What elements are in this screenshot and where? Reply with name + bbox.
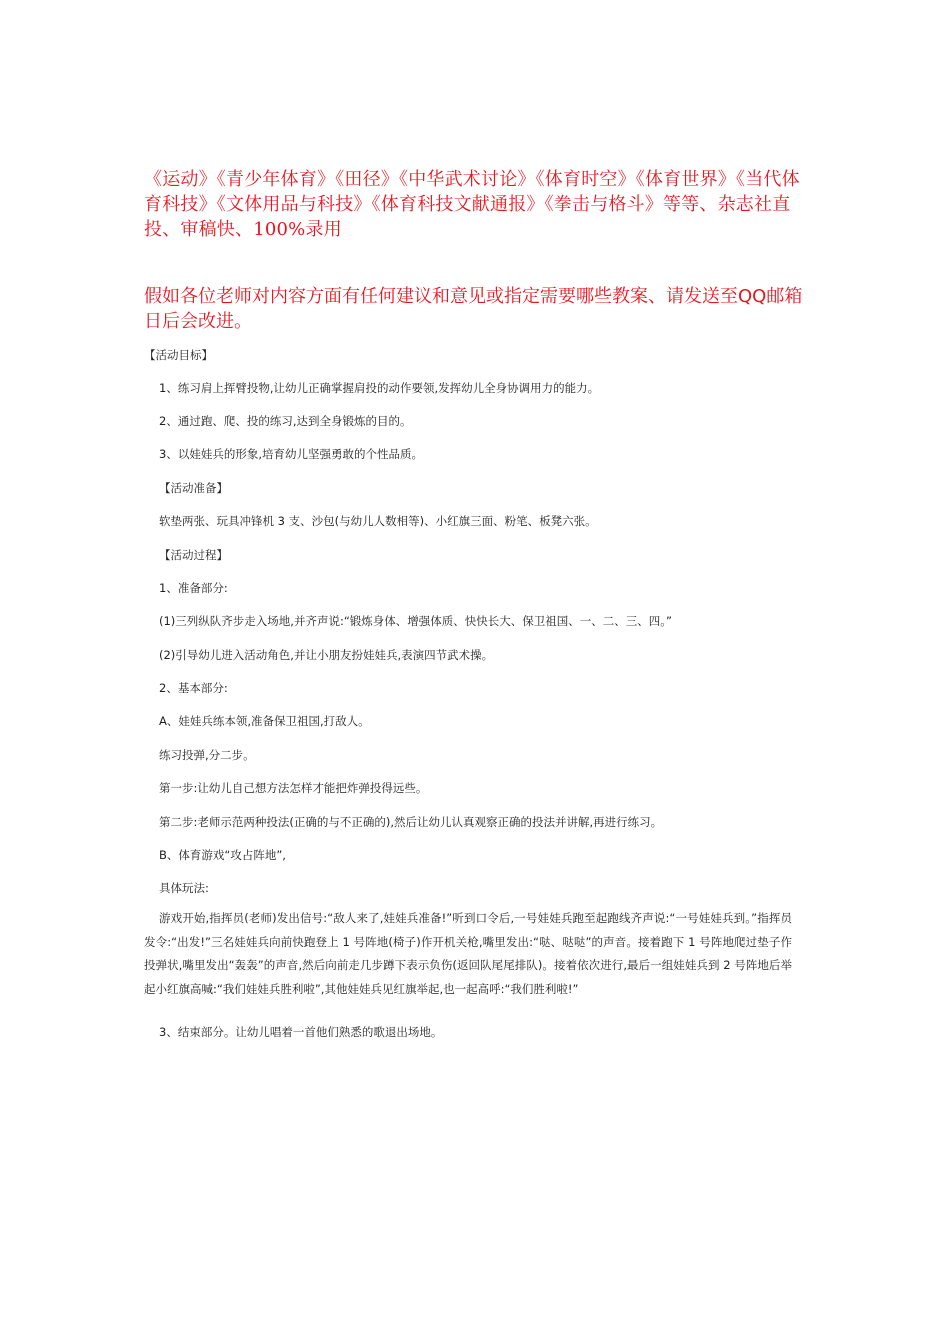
process-heading: 【活动过程】 — [159, 548, 228, 562]
goal-item-2: 2、通过跑、爬、投的练习,达到全身锻炼的目的。 — [159, 414, 412, 428]
part1-item-2: (2)引导幼儿进入活动角色,并让小朋友扮娃娃兵,表演四节武术操。 — [159, 648, 494, 662]
part2-b-description: 游戏开始,指挥员(老师)发出信号:“敌人来了,娃娃兵准备!”听到口令后,一号娃娃兵跑至起跑线齐声说:“一号娃娃兵到。”指挥员发令:“出发!”三名娃娃兵向前快跑登上 1 号阵地(椅子)作开机关枪,嘴里发出:“哒、哒哒”的声音。接着跑下 1 号阵地爬过垫子作投弹状,嘴里发出“轰轰”的声音,然后向前走几步蹲下表示负伤(返回队尾尾排队)。接着依次进行,最后一组娃娃兵到 2 号阵地后举起小红旗高喊:“我们娃娃兵胜利啦”,其他娃娃兵见红旗举起,也一起高呼:“我们胜利啦!” — [144, 911, 792, 996]
part1-title: 1、准备部分: — [159, 581, 228, 595]
goal-item-1: 1、练习肩上挥臂投物,让幼儿正确掌握肩投的动作要领,发挥幼儿全身协调用力的能力。 — [159, 381, 600, 395]
journal-promo-text: 《运动》《青少年体育》《田径》《中华武术讨论》《体育时空》《体育世界》《当代体育科技》《文体用品与科技》《体育科技文献通报》《拳击与格斗》等等、杂志社直投、审稿快、100%录用 — [144, 169, 800, 240]
part2-a-step-2: 第二步:老师示范两种投法(正确的与不正确的),然后让幼儿认真观察正确的投法并讲解,再进行练习。 — [159, 815, 663, 829]
part2-b: B、体育游戏“攻占阵地”, — [159, 848, 286, 862]
part2-title: 2、基本部分: — [159, 681, 228, 695]
prep-heading: 【活动准备】 — [159, 481, 228, 495]
feedback-notice-text: 假如各位老师对内容方面有任何建议和意见或指定需要哪些教案、请发送至QQ邮箱日后会改进。 — [144, 286, 803, 332]
part2-b-rules-label: 具体玩法: — [159, 881, 209, 895]
goal-item-3: 3、以娃娃兵的形象,培育幼儿坚强勇敢的个性品质。 — [159, 447, 423, 461]
part2-a-step-1: 第一步:让幼儿自己想方法怎样才能把炸弹投得远些。 — [159, 781, 428, 795]
part1-item-1: (1)三列纵队齐步走入场地,并齐声说:“锻炼身体、增强体质、快快长大、保卫祖国、一、二、三、四。” — [159, 614, 672, 628]
part2-a: A、娃娃兵练本领,准备保卫祖国,打敌人。 — [159, 714, 370, 728]
part3-title: 3、结束部分。让幼儿唱着一首他们熟悉的歌退出场地。 — [159, 1025, 443, 1039]
part2-a-practice: 练习投弹,分二步。 — [159, 748, 255, 762]
goal-heading: 【活动目标】 — [144, 348, 213, 362]
prep-text: 软垫两张、玩具冲锋机 3 支、沙包(与幼儿人数相等)、小红旗三面、粉笔、板凳六张。 — [159, 514, 597, 528]
